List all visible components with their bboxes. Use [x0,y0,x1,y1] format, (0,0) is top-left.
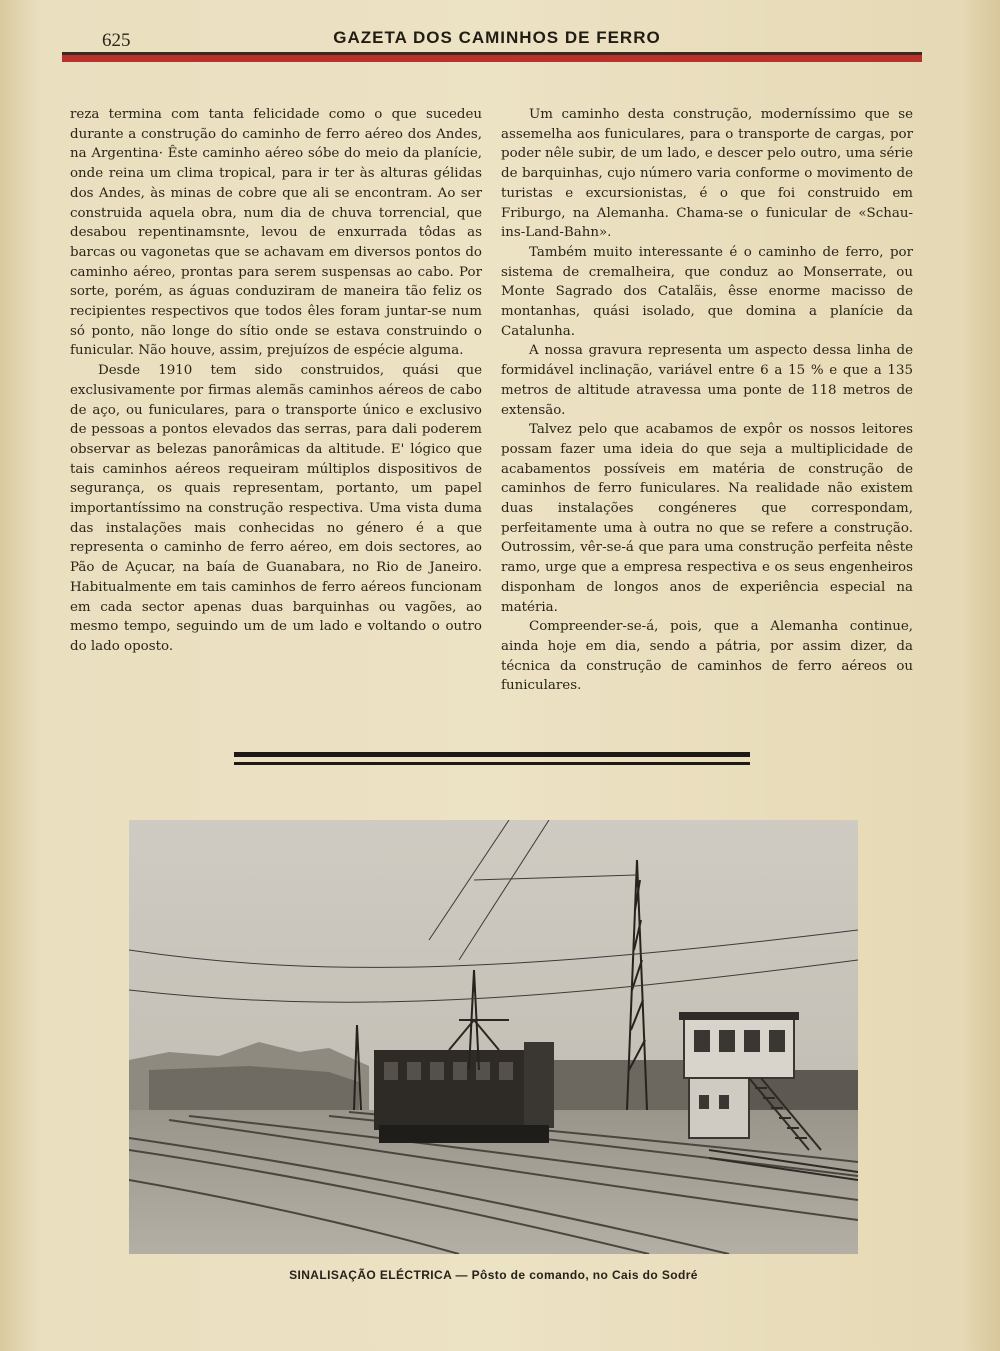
page-number: 625 [102,30,131,51]
left-column [70,105,482,657]
page-header [62,24,922,68]
photo-illustration [129,820,858,1254]
journal-title: GAZETA DOS CAMINHOS DE FERRO [333,28,661,47]
photo-caption: SINALISAÇÃO ELÉCTRICA — Pôsto de comando, no Cais do Sodré [289,1268,698,1282]
paragraph: Um caminho desta construção, moderníssimo que se assemelha aos funiculares, para o transporte de cargas, por poder nêle subir, de um lado, e descer pelo outro, uma série de barquinhas, cujo número varia conforme o movimento de turistas e excursionistas, é o que foi construido em Friburgo, na Alemanha. Chama-se o funicular de «Schau-ins-Land-Bahn». [501,107,913,241]
paragraph: Desde 1910 tem sido construidos, quási que exclusivamente por firmas alemãs caminhos aéreos de cabo de aço, ou funiculares, para o transporte único e exclusivo de pessoas a pontos elevados das serras, para dali poderem observar as belezas panorâmicas da altitude. E' lógico que tais caminhos aéreos requeiram múltiplos dispositivos de segurança, os quais representam, portanto, um papel importantíssimo na construção respectiva. Uma vista duma das instalações mais conhecidas no género é a que representa o caminho de ferro aéreo, em dois sectores, ao Pão de Açucar, na baía de Guanabara, no Rio de Janeiro. Habitualmente em tais caminhos de ferro aéreos funcionam em cada sector apenas duas barquinhas ou vagões, ao mesmo tempo, seguindo um de um lado e voltando o outro do lado oposto. [70,363,482,654]
section-divider [234,752,750,765]
paragraph: reza termina com tanta felicidade como o que sucedeu durante a construção do caminho de ferro aéreo dos Andes, na Argentina· Êste caminho aéreo sóbe do meio da planície, onde reina um clima tropical, para ir ter às alturas gélidas dos Andes, às minas de cobre que ali se encontram. Ao ser construida aquela obra, num dia de chuva torrencial, que desabou repentinamsnte, levou de enxurrada tôdas as barcas ou vagonetas que se achavam em diversos pontos do caminho aéreo, prontas para serem suspensas ao cabo. Por sorte, porém, as águas conduziram de maneira tão feliz os recipientes respectivos que todos êles foram juntar-se num só ponto, não longe do sítio onde se estava construindo o funicular. Não houve, assim, prejuízos de espécie alguma. [70,107,482,359]
paragraph: A nossa gravura representa um aspecto dessa linha de formidável inclinação, variável entre 6 a 15 % e que a 135 metros de altitude atravessa uma ponte de 118 metros de extensão. [501,343,913,418]
right-column [501,105,913,696]
header-red-band [62,55,922,62]
paragraph: Também muito interessante é o caminho de ferro, por sistema de cremalheira, que conduz ao Monserrate, ou Monte Sagrado dos Catalãis, êsse enorme macisso de montanhas, quási isolado, que domina a planície da Catalunha. [501,244,913,339]
paragraph: Compreender-se-á, pois, que a Alemanha continue, ainda hoje em dia, sendo a pátria, por assim dizer, da técnica da construção de caminhos de ferro aéreos ou funiculares. [501,619,913,694]
railway-signal-box-photo [129,820,858,1254]
paragraph: Talvez pelo que acabamos de expôr os nossos leitores possam fazer uma ideia do que seja a multiplicidade de acabamentos possíveis em matéria de construção de caminhos de ferro funiculares. Na realidade não existem duas instalações congéneres que correspondam, perfeitamente uma à outra no que se refere a construção. Outrossim, vêr-se-á que para uma construção perfeita nêste ramo, urge que a empresa respectiva e os seus engenheiros disponham de longos anos de experiência especial na matéria. [501,422,913,615]
